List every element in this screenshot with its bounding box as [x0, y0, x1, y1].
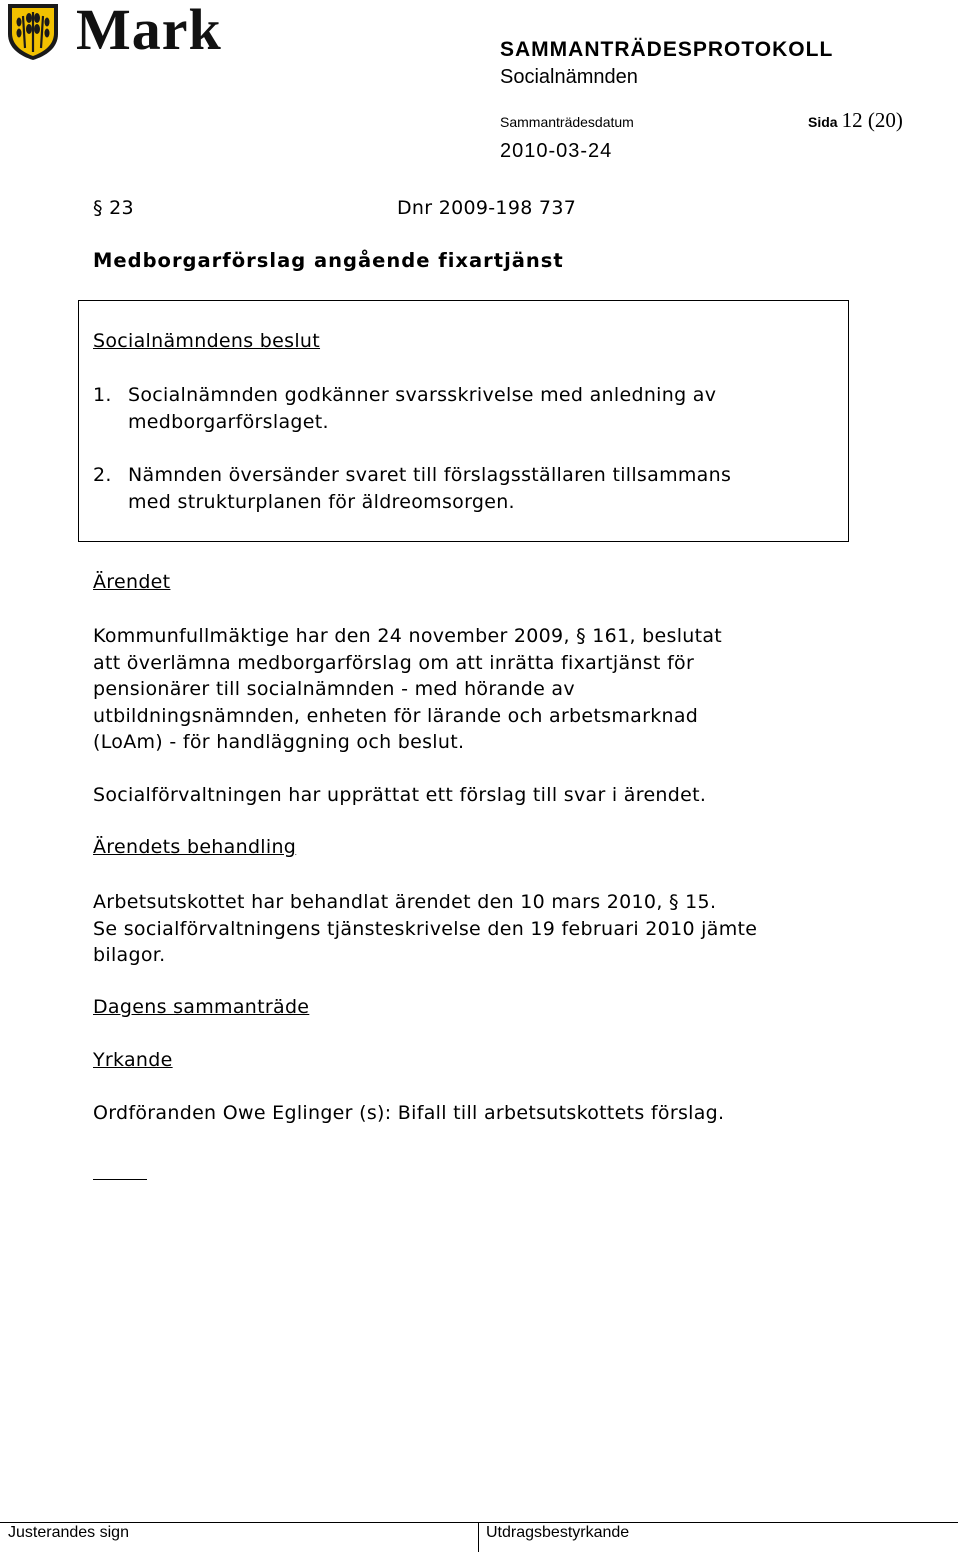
case-number [93, 197, 134, 219]
arendet-paragraph-2: Socialförvaltningen har upprättat ett förslag till svar i ärendet. [93, 784, 707, 806]
arendet-line: utbildningsnämnden, enheten för lärande och arbetsmarknad [93, 704, 699, 727]
coat-of-arms-icon [4, 2, 64, 62]
arendet-line: (LoAm) - för handläggning och beslut. [93, 731, 465, 753]
decision-item-line: Socialnämnden godkänner svarsskrivelse med anledning av [128, 384, 717, 406]
decision-heading: Socialnämndens beslut [93, 330, 321, 352]
decision-item-number: 1. [93, 384, 112, 406]
logo [4, 2, 234, 62]
behandling-line: Se socialförvaltningens tjänsteskrivelse den 19 februari 2010 jämte [93, 917, 758, 940]
behandling-line [93, 889, 757, 916]
decision-item [93, 462, 731, 515]
behandling-line-end: 15. [685, 891, 717, 913]
section-end-rule [93, 1179, 147, 1180]
arendet-paragraph [93, 623, 722, 756]
case-title: Medborgarförslag angående fixartjänst [93, 249, 564, 272]
page-number: 12 (20) [841, 108, 903, 132]
arendet-line-end: 161, beslutat [592, 625, 723, 647]
meeting-date-label: Sammanträdesdatum [500, 114, 634, 130]
decision-item [93, 382, 716, 435]
footer-justerandes-sign: Justerandes sign [8, 1524, 129, 1541]
arendet-line: pensionärer till socialnämnden - med hörande av [93, 678, 575, 700]
decision-item-line: Nämnden översänder svaret till förslagsställaren tillsammans [128, 464, 732, 486]
case-dnr: Dnr 2009-198 737 [397, 197, 577, 219]
document-type: SAMMANTRÄDESPROTOKOLL [500, 38, 834, 61]
arendet-line [93, 623, 722, 650]
dagens-heading: Dagens sammanträde [93, 996, 310, 1018]
logo-text: Mark [76, 0, 222, 62]
case-number-value: 23 [109, 197, 134, 219]
arendet-heading: Ärendet [93, 571, 171, 593]
paragraph-symbol: § [669, 891, 679, 913]
meeting-date: 2010-03-24 [500, 140, 613, 162]
yrkande-heading: Yrkande [93, 1049, 173, 1071]
decision-item-number: 2. [93, 464, 112, 486]
behandling-line: bilagor. [93, 944, 166, 966]
committee-name: Socialnämnden [500, 66, 638, 88]
decision-item-line: med strukturplanen för äldreomsorgen. [128, 490, 515, 513]
yrkande-text: Ordföranden Owe Eglinger (s): Bifall till arbetsutskottets förslag. [93, 1102, 725, 1124]
arendet-line-start: Kommunfullmäktige har den 24 november 2009, [93, 625, 570, 647]
behandling-line-start: Arbetsutskottet har behandlat ärendet den 10 mars 2010, [93, 891, 663, 913]
behandling-paragraph [93, 889, 757, 969]
page-label: Sida [808, 114, 838, 130]
footer-divider [478, 1522, 479, 1552]
paragraph-symbol: § [576, 625, 586, 647]
decision-item-line: medborgarförslaget. [128, 410, 329, 433]
footer-rule [0, 1522, 958, 1523]
footer-utdragsbestyrkande: Utdragsbestyrkande [486, 1524, 630, 1541]
page-indicator [808, 108, 903, 133]
paragraph-symbol: § [93, 197, 103, 219]
arendet-line: att överlämna medborgarförslag om att inrätta fixartjänst för [93, 651, 695, 674]
behandling-heading: Ärendets behandling [93, 836, 297, 858]
